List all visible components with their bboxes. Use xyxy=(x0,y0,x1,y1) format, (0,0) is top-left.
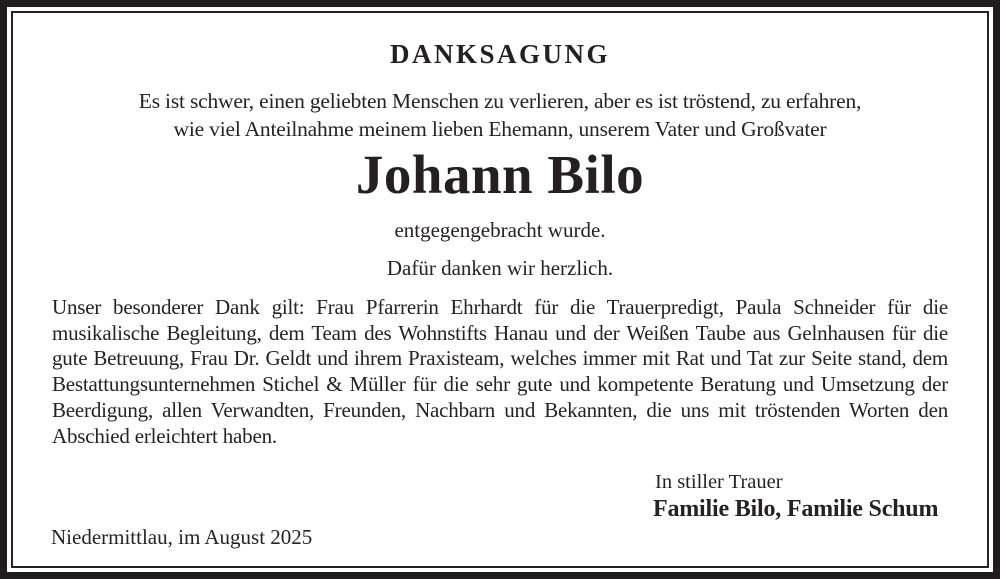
closing-phrase: In stiller Trauer xyxy=(655,471,783,493)
place-and-date: Niedermittlau, im August 2025 xyxy=(51,525,313,549)
notice-title: DANKSAGUNG xyxy=(389,39,610,69)
acknowledgement-paragraph: Unser besonderer Dank gilt: Frau Pfarrerin Ehrhardt für die Trauerpredigt, Paula Schneider für die musikalische Begleitung, dem Team des Wohnstifts Hanau und der Weißen Taube aus Gelnhausen für die gute Betreuung, Frau Dr. Geldt und ihrem Praxisteam, welches immer mit Rat und Tat zur Seite stand, dem Bestattungsunternehmen Stichel & Müller für die sehr gute und kompetente Beratung und Umsetzung der Beerdigung, allen Verwandten, Freunden, Nachbarn und Bekannten, die uns mit tröstenden Worten den Abschied erleichtert haben. xyxy=(52,295,948,448)
deceased-name: Johann Bilo xyxy=(355,144,645,205)
intro-continuation: entgegengebracht wurde. xyxy=(394,218,606,242)
family-signature: Familie Bilo, Familie Schum xyxy=(653,496,939,522)
intro-line-1: Es ist schwer, einen geliebten Menschen zu verlieren, aber es ist tröstend, zu erfahren, xyxy=(138,89,862,113)
intro-line-2: wie viel Anteilnahme meinem lieben Ehemann, unserem Vater und Großvater xyxy=(173,116,827,141)
intro-text xyxy=(7,88,993,143)
thanks-line: Dafür danken wir herzlich. xyxy=(386,256,614,280)
